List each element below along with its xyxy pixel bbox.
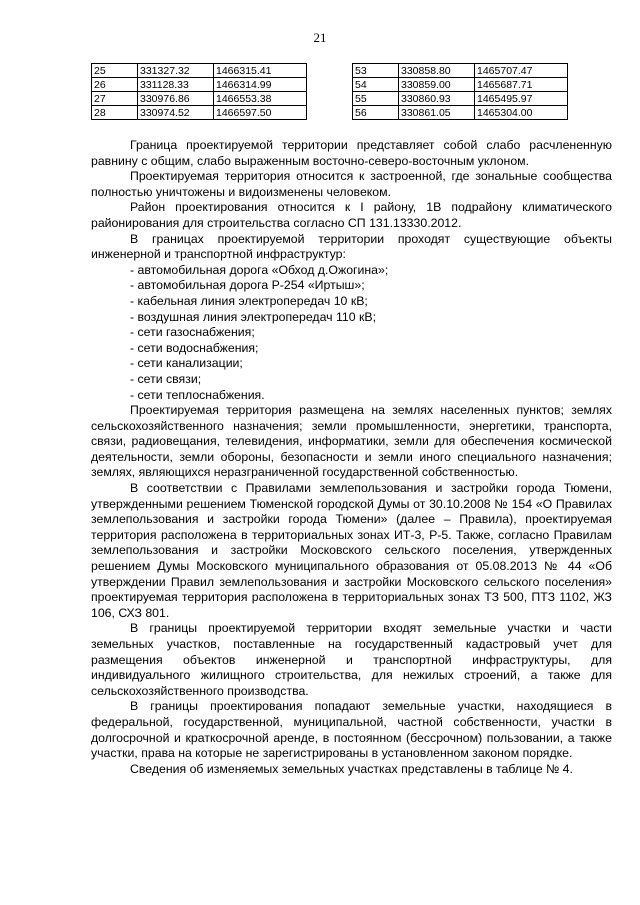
coordinates-table-left bbox=[91, 63, 307, 120]
point-number: 54 bbox=[353, 78, 399, 92]
list-item: - сети водоснабжения; bbox=[130, 340, 259, 355]
paragraph-relief: Граница проектируемой территории представляет собой слабо расчлененную равнину с общим, слабо выраженным восточно-северо-восточным уклоном. bbox=[91, 138, 612, 168]
coordinates-table-right bbox=[352, 63, 568, 120]
list-item: - сети теплоснабжения. bbox=[130, 387, 265, 402]
list-item: - воздушная линия электропередач 110 кВ; bbox=[130, 309, 376, 324]
table-row bbox=[92, 106, 307, 120]
table-row bbox=[92, 92, 307, 106]
list-item: - сети канализации; bbox=[130, 356, 243, 371]
table-row bbox=[92, 78, 307, 92]
list-item: - автомобильная дорога «Обход д.Ожогина»; bbox=[130, 262, 389, 277]
table-row bbox=[353, 78, 568, 92]
point-number: 26 bbox=[92, 78, 138, 92]
point-number: 55 bbox=[353, 92, 399, 106]
table-row bbox=[353, 92, 568, 106]
point-number: 25 bbox=[92, 64, 138, 78]
coord-x: 331128.33 bbox=[138, 78, 214, 92]
point-number: 27 bbox=[92, 92, 138, 106]
list-item: - кабельная линия электропередач 10 кВ; bbox=[130, 293, 368, 308]
coord-x: 330976.86 bbox=[138, 92, 214, 106]
coord-y: 1466314.99 bbox=[214, 78, 307, 92]
coord-y: 1465495.97 bbox=[475, 92, 568, 106]
coord-x: 330858.80 bbox=[399, 64, 475, 78]
coord-y: 1466315.41 bbox=[214, 64, 307, 78]
body-text bbox=[91, 138, 612, 777]
paragraph-land-categories: Проектируемая территория размещена на землях населенных пунктов; землях сельскохозяйственного назначения; земли промышленности, энергетики, транспорта, связи, радиовещания, телевидения, информатики, земли для обеспечения космической деятельности, земли обороны, безопасности и земли иного специального назначения; землях, являющихся неразграниченной государственной собственностью. bbox=[91, 403, 612, 480]
paragraph-territory-type: Проектируемая территория относится к застроенной, где зональные сообщества полностью уничтожены и видоизменены человеком. bbox=[91, 169, 612, 199]
paragraph-cadastral-plots: В границы проектируемой территории входят земельные участки и части земельных участков, поставленные на государственный кадастровый учет для размещения объектов инженерной и транспортной инфраструктуры, для индивидуального жилищного строительства, для нежилых строений, а также для сельскохозяйственного производства. bbox=[91, 621, 612, 698]
list-item: - сети газоснабжения; bbox=[130, 325, 255, 340]
list-item: - сети связи; bbox=[130, 371, 202, 386]
coord-y: 1465687.71 bbox=[475, 78, 568, 92]
coord-y: 1465707.47 bbox=[475, 64, 568, 78]
page-number: 21 bbox=[313, 30, 327, 45]
point-number: 53 bbox=[353, 64, 399, 78]
paragraph-climate: Район проектирования относится к I району, 1В подрайону климатического районирования для строительства согласно СП 131.13330.2012. bbox=[91, 200, 612, 230]
coord-x: 330860.93 bbox=[399, 92, 475, 106]
table-row bbox=[353, 64, 568, 78]
point-number: 28 bbox=[92, 106, 138, 120]
coord-y: 1465304.00 bbox=[475, 106, 568, 120]
paragraph-zoning-rules: В соответствии с Правилами землепользования и застройки города Тюмени, утвержденными решением Тюменской городской Думы от 30.10.2008 № 154 «О Правилах землепользования и застройки города Тюмени» (далее – Правила), проектируемая территория расположена в территориальных зонах ИТ-3, Р-5. Также, согласно Правилам землепользования и застройки Московского сельского поселения, утвержденных решением Думы Московского муниципального образования от 05.08.2013 № 44 «Об утверждении Правил землепользования и застройки Московского сельского поселения» проектируемая территория расположена в территориальных зонах ТЗ 500, ПТЗ 1102, ЖЗ 106, СХЗ 801. bbox=[91, 481, 612, 620]
paragraph-table-reference: Сведения об изменяемых земельных участках представлены в таблице № 4. bbox=[130, 761, 573, 776]
coord-y: 1466597.50 bbox=[214, 106, 307, 120]
coord-x: 330859.00 bbox=[399, 78, 475, 92]
point-number: 56 bbox=[353, 106, 399, 120]
paragraph-infrastructure: В границах проектируемой территории проходят существующие объекты инженерной и транспортной инфраструктур: bbox=[91, 231, 612, 262]
coord-x: 331327.32 bbox=[138, 64, 214, 78]
coord-y: 1466553.38 bbox=[214, 92, 307, 106]
coord-x: 330861.05 bbox=[399, 106, 475, 120]
paragraph-ownership: В границы проектирования попадают земельные участки, находящиеся в федеральной, государственной, муниципальной, частной собственности, участки в долгосрочной и краткосрочной аренде, в постоянном (бессрочном) пользовании, а также участки, права на которые не зарегистрированы в установленном законом порядке. bbox=[91, 699, 612, 761]
coord-x: 330974.52 bbox=[138, 106, 214, 120]
table-row bbox=[92, 64, 307, 78]
list-item: - автомобильная дорога Р-254 «Иртыш»; bbox=[130, 278, 365, 293]
table-row bbox=[353, 106, 568, 120]
